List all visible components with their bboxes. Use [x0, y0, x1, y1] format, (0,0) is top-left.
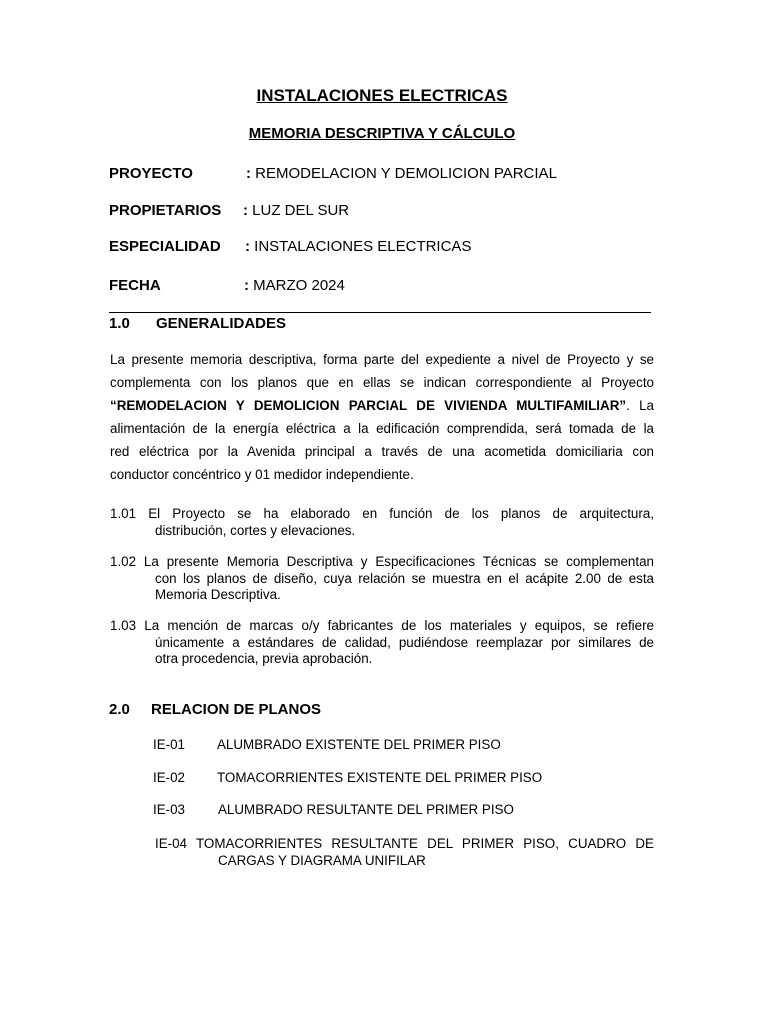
plan-item — [153, 737, 501, 752]
fecha-label: FECHA — [109, 277, 161, 294]
plan-description: ALUMBRADO RESULTANTE DEL PRIMER PISO — [218, 802, 514, 817]
generalidades-paragraph — [110, 348, 654, 487]
item-line: CARGAS Y DIAGRAMA UNIFILAR — [218, 852, 426, 868]
section-1-title: GENERALIDADES — [156, 315, 287, 332]
item-line: Memoria Descriptiva. — [155, 587, 281, 602]
propietarios-label: PROPIETARIOS — [109, 202, 222, 219]
list-item-1-01 — [110, 506, 654, 539]
document-subtitle: MEMORIA DESCRIPTIVA Y CÁLCULO — [248, 125, 516, 142]
section-2-number: 2.0 — [109, 701, 130, 718]
item-line: 1.01 El Proyecto se ha elaborado en función de los planos de arquitectura, — [110, 506, 654, 521]
especialidad-label: ESPECIALIDAD — [109, 238, 221, 255]
paragraph-line — [110, 394, 654, 417]
plan-code: IE-01 — [153, 737, 186, 752]
fecha-value: MARZO 2024 — [253, 277, 345, 294]
paragraph-text: . La — [626, 398, 654, 414]
paragraph-line: La presente memoria descriptiva, forma parte del expediente a nivel de Proyecto y se — [110, 352, 654, 367]
info-row-propietarios — [109, 202, 349, 219]
paragraph-line: complementa con los planos que en ellas se indican correspondiente al Proyecto — [110, 375, 654, 391]
paragraph-line: red eléctrica por la Avenida principal a través de una acometida domiciliaria con — [110, 444, 654, 460]
item-line: 1.03 La mención de marcas o/y fabricantes de los materiales y equipos, se refiere — [110, 618, 654, 633]
especialidad-value: INSTALACIONES ELECTRICAS — [254, 238, 472, 255]
section-2-title: RELACION DE PLANOS — [151, 701, 322, 718]
item-line: con los planos de diseño, cuya relación se muestra en el acápite 2.00 de esta — [155, 570, 654, 586]
colon: : — [243, 202, 248, 219]
info-row-fecha — [109, 277, 345, 294]
colon: : — [245, 238, 250, 255]
section-2-heading — [109, 701, 321, 718]
document-title: INSTALACIONES ELECTRICAS — [256, 86, 508, 105]
plan-item — [153, 770, 542, 785]
propietarios-value: LUZ DEL SUR — [252, 202, 350, 219]
plan-description: TOMACORRIENTES EXISTENTE DEL PRIMER PISO — [217, 770, 543, 785]
plan-item — [153, 802, 514, 817]
item-line: 1.02 La presente Memoria Descriptiva y Especificaciones Técnicas se complementan — [110, 554, 654, 569]
plan-description: ALUMBRADO EXISTENTE DEL PRIMER PISO — [217, 737, 501, 752]
info-row-especialidad — [109, 238, 471, 255]
info-row-proyecto — [109, 165, 557, 182]
colon: : — [244, 277, 249, 294]
item-line: otra procedencia, previa aprobación. — [155, 651, 373, 666]
proyecto-label: PROYECTO — [109, 165, 193, 182]
plan-code: IE-03 — [153, 802, 186, 817]
section-1-number: 1.0 — [109, 315, 130, 332]
item-line: únicamente a estándares de calidad, pudiéndose reemplazar por similares de — [155, 634, 654, 650]
plan-code: IE-02 — [153, 770, 186, 785]
paragraph-line: conductor concéntrico y 01 medidor independiente. — [110, 467, 414, 483]
horizontal-divider — [109, 312, 651, 313]
item-line: IE-04 TOMACORRIENTES RESULTANTE DEL PRIMER PISO, CUADRO DE — [155, 836, 654, 851]
plan-item-ie-04 — [155, 836, 654, 869]
project-name-bold: “REMODELACION Y DEMOLICION PARCIAL DE VIVIENDA MULTIFAMILIAR” — [110, 398, 627, 414]
list-item-1-02 — [110, 554, 654, 604]
item-line: distribución, cortes y elevaciones. — [155, 522, 356, 538]
section-1-heading — [109, 315, 286, 332]
list-item-1-03 — [110, 618, 654, 668]
colon: : — [246, 165, 251, 182]
proyecto-value: REMODELACION Y DEMOLICION PARCIAL — [255, 165, 557, 182]
paragraph-line: alimentación de la energía eléctrica a la edificación comprendida, será tomada de la — [110, 421, 654, 437]
